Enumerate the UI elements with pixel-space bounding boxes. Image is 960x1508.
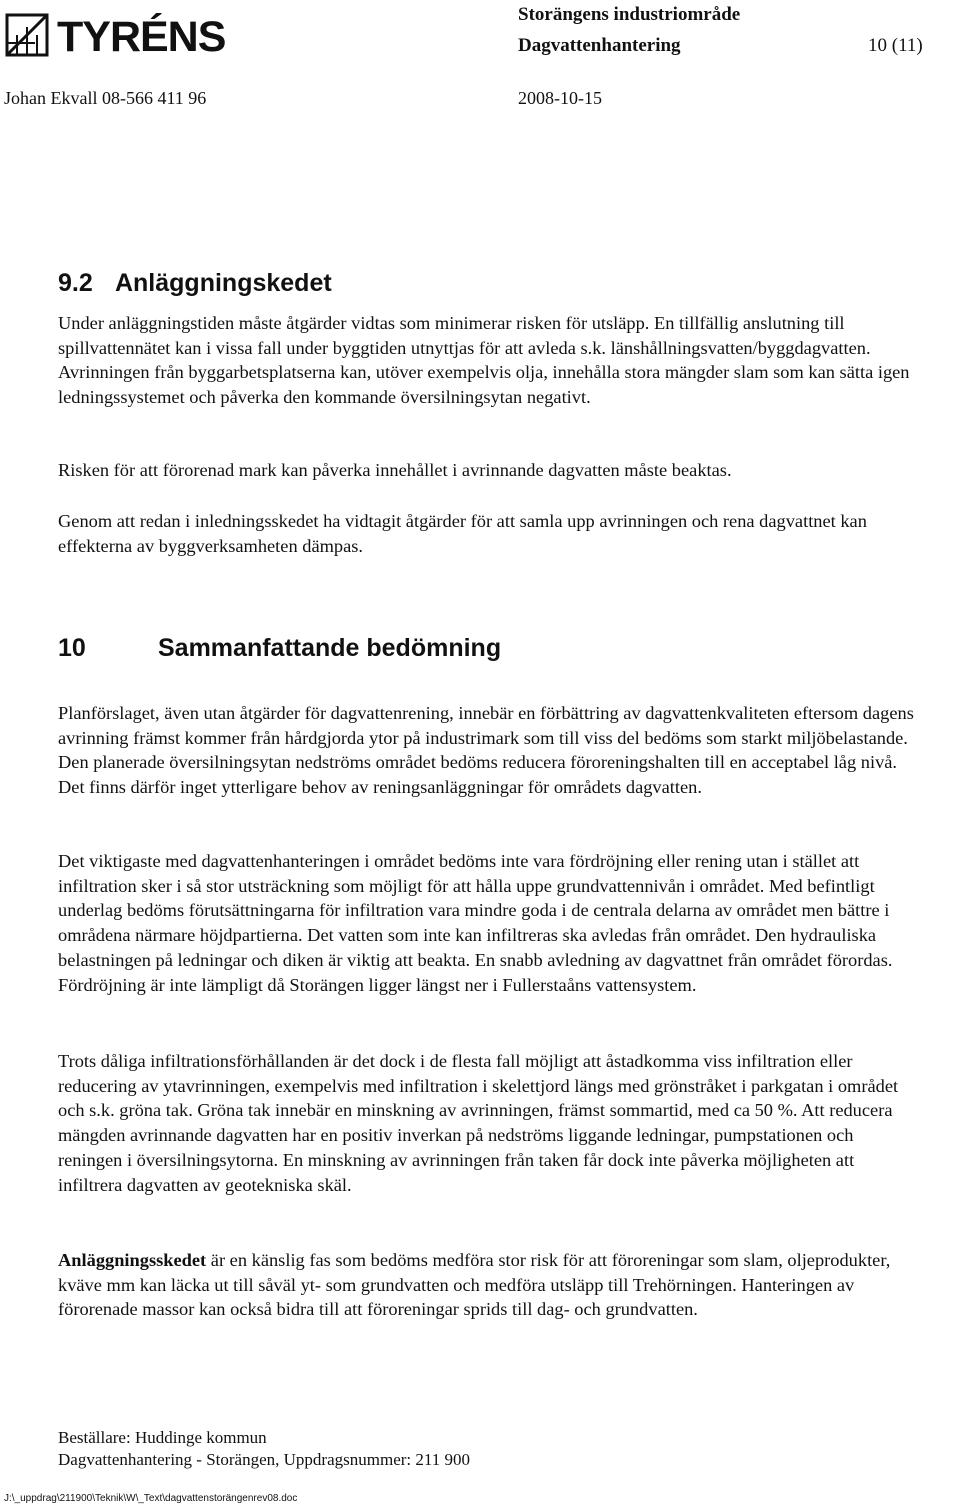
document-date: 2008-10-15 [518,88,602,108]
section-number: 10 [58,634,86,662]
paragraph: Trots dåliga infiltrationsförhållanden är det dock i de flesta fall möjligt att åstadkomma viss infiltration eller reducering av ytavrinningen, exempelvis med infiltration i skelettjord längs med grönstråket i parkgatan i området och s.k. gröna tak. Gröna tak innebär en minskning av avrinningen, främst sommartid, med ca 50 %. Att reducera mängden avrinnande dagvatten har en positiv inverkan på nedströms liggande ledningar, pumpstationen och reningen i översilningsytorna. En minskning av avrinningen från taken får dock inte påverka möjligheten att infiltrera dagvatten av geotekniska skäl. [58,1051,899,1195]
tyrens-logo [5,13,245,61]
section-heading-10 [58,632,501,664]
section-heading-9-2 [58,267,332,299]
section-title: Sammanfattande bedömning [158,634,502,662]
document-subject: Dagvattenhantering [518,35,681,56]
paragraph: Risken för att förorenad mark kan påverka innehållet i avrinnande dagvatten måste beaktas. [58,460,732,480]
footer-file-path: J:\_uppdrag\211900\Teknik\W\_Text\dagvattenstorängenrev08.doc [4,1493,298,1504]
section-number: 9.2 [58,269,93,297]
bold-lead-term: Anläggningsskedet [58,1250,207,1270]
paragraph: Planförslaget, även utan åtgärder för dagvattenrening, innebär en förbättring av dagvattenkvaliteten eftersom dagens avrinning främst kommer från hårdgjorda ytor på industrimark som till viss del bedöms som starkt miljöbelastande. Den planerade översilningsytan nedströms området bedöms reducera föroreningshalten till en acceptabel låg nivå. Det finns därför inget ytterligare behov av reningsanläggningar för områdets dagvatten. [58,703,914,798]
footer-reference: Dagvattenhantering - Storängen, Uppdragsnummer: 211 900 [58,1450,470,1469]
paragraph-text: är en känslig fas som bedöms medföra stor risk för att föroreningar som slam, oljeprodukter, kväve mm kan läcka ut till såväl yt- som grundvatten och medföra utsläpp till Trehörningen. Hanteringen av förorenade massor kan också bidra till att föroreningar sprids till dag- och grundvatten. [58,1250,891,1320]
author-contact: Johan Ekvall 08-566 411 96 [4,88,207,108]
project-title: Storängens industriområde [518,4,741,25]
paragraph: Det viktigaste med dagvattenhanteringen i området bedöms inte vara fördröjning eller rening utan i stället att infiltration sker i så stor utsträckning som möjligt för att hålla uppe grundvattennivån i området. Med befintligt underlag bedöms förutsättningarna för infiltration vara mindre goda i de centrala delarna av området men bättre i områdena närmare höjdpartierna. Det vatten som inte kan infiltreras ska avledas från området. Den hydrauliska belastningen på ledningar och diken är viktig att beakta. En snabb avledning av dagvattnet från området förordas. Fördröjning är inte lämpligt då Storängen ligger längst ner i Fullerstaåns vattensystem. [58,851,893,995]
footer-client: Beställare: Huddinge kommun [58,1428,267,1447]
paragraph: Under anläggningstiden måste åtgärder vidtas som minimerar risken för utsläpp. En tillfällig anslutning till spillvattennätet kan i vissa fall under byggtiden utnyttjas för att avleda s.k. länshållningsvatten/byggdagvatten. Avrinningen från byggarbetsplatserna kan, utöver exempelvis olja, innehålla stora mängder slam som kan sätta igen ledningssystemet och påverka den kommande översilningsytan negativt. [58,313,910,408]
tyrens-logo-mark-icon [5,13,49,57]
paragraph [58,1248,920,1322]
paragraph: Genom att redan i inledningsskedet ha vidtagit åtgärder för att samla upp avrinningen och rena dagvattnet kan effekterna av byggverksamheten dämpas. [58,511,867,556]
page-number: 10 (11) [868,35,923,56]
section-title: Anläggningskedet [114,269,332,297]
logo-wordmark: TYRÉNS [57,13,226,61]
